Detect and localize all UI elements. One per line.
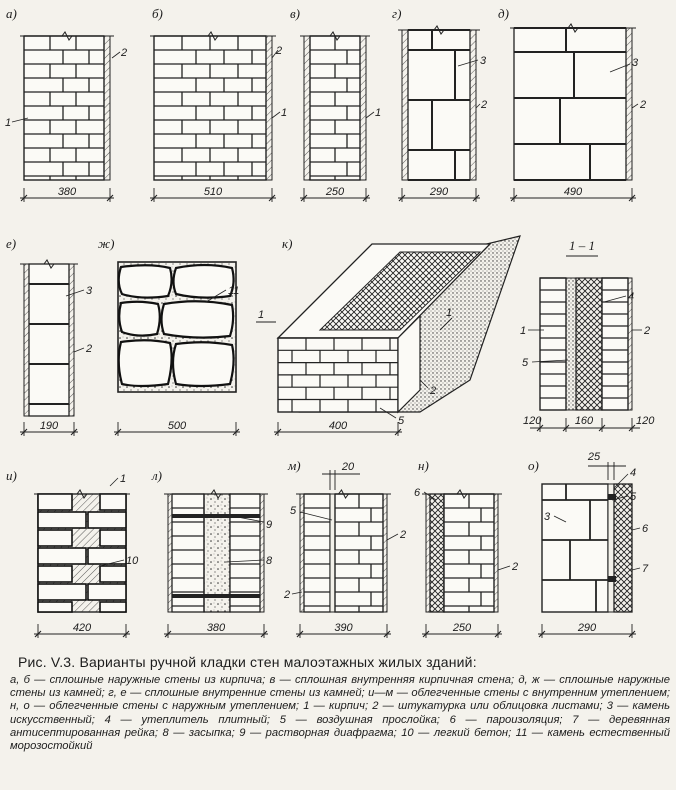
callout-number: 2: [644, 325, 651, 337]
callout-number: 2: [430, 385, 437, 397]
width-dimension-label: 490: [563, 186, 583, 198]
callout-number: 2: [121, 47, 128, 59]
callout-number: 6: [414, 487, 421, 499]
width-dimension-label: 250: [452, 622, 472, 634]
panel-e: [6, 236, 93, 436]
callout-number: 3: [544, 511, 551, 523]
width-dimension-label: 290: [429, 186, 449, 198]
width-dimension-label: 20: [341, 461, 355, 473]
callout-number: 1: [375, 107, 382, 119]
callout-number: 1: [446, 307, 453, 319]
panel-letter: ж): [98, 236, 115, 251]
callout-number: 11: [228, 285, 240, 297]
callout-number: 2: [284, 589, 291, 601]
width-dimension-label: 190: [39, 420, 59, 432]
panel-m: [283, 458, 406, 638]
caption-title: Рис. V.3. Варианты ручной кладки стен малоэтажных жилых зданий:: [18, 654, 477, 670]
panel-letter: л): [152, 468, 162, 483]
callout-number: 4: [628, 291, 635, 303]
callout-number: 4: [630, 467, 637, 479]
panel-g: [392, 6, 487, 202]
callout-number: 6: [642, 523, 649, 535]
callout-number: 1: [258, 309, 265, 321]
width-dimension-label: 510: [203, 186, 223, 198]
callout-number: 3: [86, 285, 93, 297]
callout-number: 2: [276, 45, 283, 57]
panel-zh: [98, 236, 240, 436]
callout-number: 1: [120, 473, 127, 485]
panel-letter: о): [528, 458, 539, 473]
panel-letter: е): [6, 236, 17, 251]
callout-number: 3: [632, 57, 639, 69]
callout-number: 5: [522, 357, 529, 369]
callout-number: 2: [86, 343, 93, 355]
width-dimension-label: 500: [167, 420, 187, 432]
panel-letter: д): [498, 6, 509, 21]
width-dimension-label: 380: [57, 186, 77, 198]
panel-k: [256, 236, 520, 436]
callout-number: 7: [642, 563, 649, 575]
figure-caption: [10, 654, 670, 753]
panel-letter: м): [288, 458, 301, 473]
callout-number: 2: [400, 529, 407, 541]
width-dimension-label: 160: [574, 415, 594, 427]
callout-number: 5: [290, 505, 297, 517]
panel-letter: 1 – 1: [569, 238, 595, 253]
panel-o: [528, 451, 649, 638]
width-dimension-label: 420: [72, 622, 92, 634]
panel-letter: б): [152, 6, 163, 21]
width-dimension-label: 390: [334, 622, 353, 634]
panel-d: [498, 6, 646, 202]
panel-a: [5, 6, 127, 202]
panel-letter: и): [6, 468, 17, 483]
panel-v: [290, 6, 381, 202]
callout-number: 10: [126, 555, 139, 567]
width-dimension-label: 250: [325, 186, 345, 198]
callout-number: 5: [630, 491, 637, 503]
panel-l: [151, 468, 273, 638]
width-dimension-label: 400: [328, 420, 348, 432]
width-dimension-label: 120: [636, 415, 655, 427]
panel-i: [6, 468, 139, 638]
callout-number: 2: [481, 99, 488, 111]
width-dimension-label: 25: [587, 451, 601, 463]
callout-number: 2: [640, 99, 647, 111]
callout-number: 9: [266, 519, 273, 531]
width-dimension-label: 120: [523, 415, 542, 427]
panel-b: [150, 6, 287, 202]
callout-number: 3: [480, 55, 487, 67]
panel-n: [414, 458, 518, 638]
panel-letter: к): [282, 236, 293, 251]
panel-letter: в): [290, 6, 300, 21]
callout-number: 1: [281, 107, 288, 119]
callout-number: 1: [520, 325, 527, 337]
width-dimension-label: 290: [577, 622, 597, 634]
panel-letter: а): [6, 6, 17, 21]
panel-section-1-1: [520, 238, 655, 432]
callout-number: 1: [5, 117, 12, 129]
caption-legend-text: а, б — сплошные наружные стены из кирпича; в — сплошная внутренняя кирпичная стена; д, ж — сплошные наружные стены из камней; г, е — сплошные внутренние стены из камней; и—м — облегченные стены с внутренним утеплением; н, о — облегченные стены с наружным утеплением; 1 — кирпич; 2 — штукатурка или облицовка листами; 3 — камень искусственный; 4 — утеплитель плитный; 5 — воздушная прослойка; 6 — пароизоляция; 7 — деревянная антисептированная рейка; 8 — засыпка; 9 — растворная диафрагма; 10 — легкий бетон; 11 — камень естественный морозостойкий: [10, 674, 670, 753]
callout-number: 8: [266, 555, 273, 567]
callout-number: 5: [398, 415, 405, 427]
panel-letter: г): [392, 6, 402, 21]
panel-letter: н): [418, 458, 429, 473]
width-dimension-label: 380: [206, 622, 226, 634]
callout-number: 2: [512, 561, 519, 573]
